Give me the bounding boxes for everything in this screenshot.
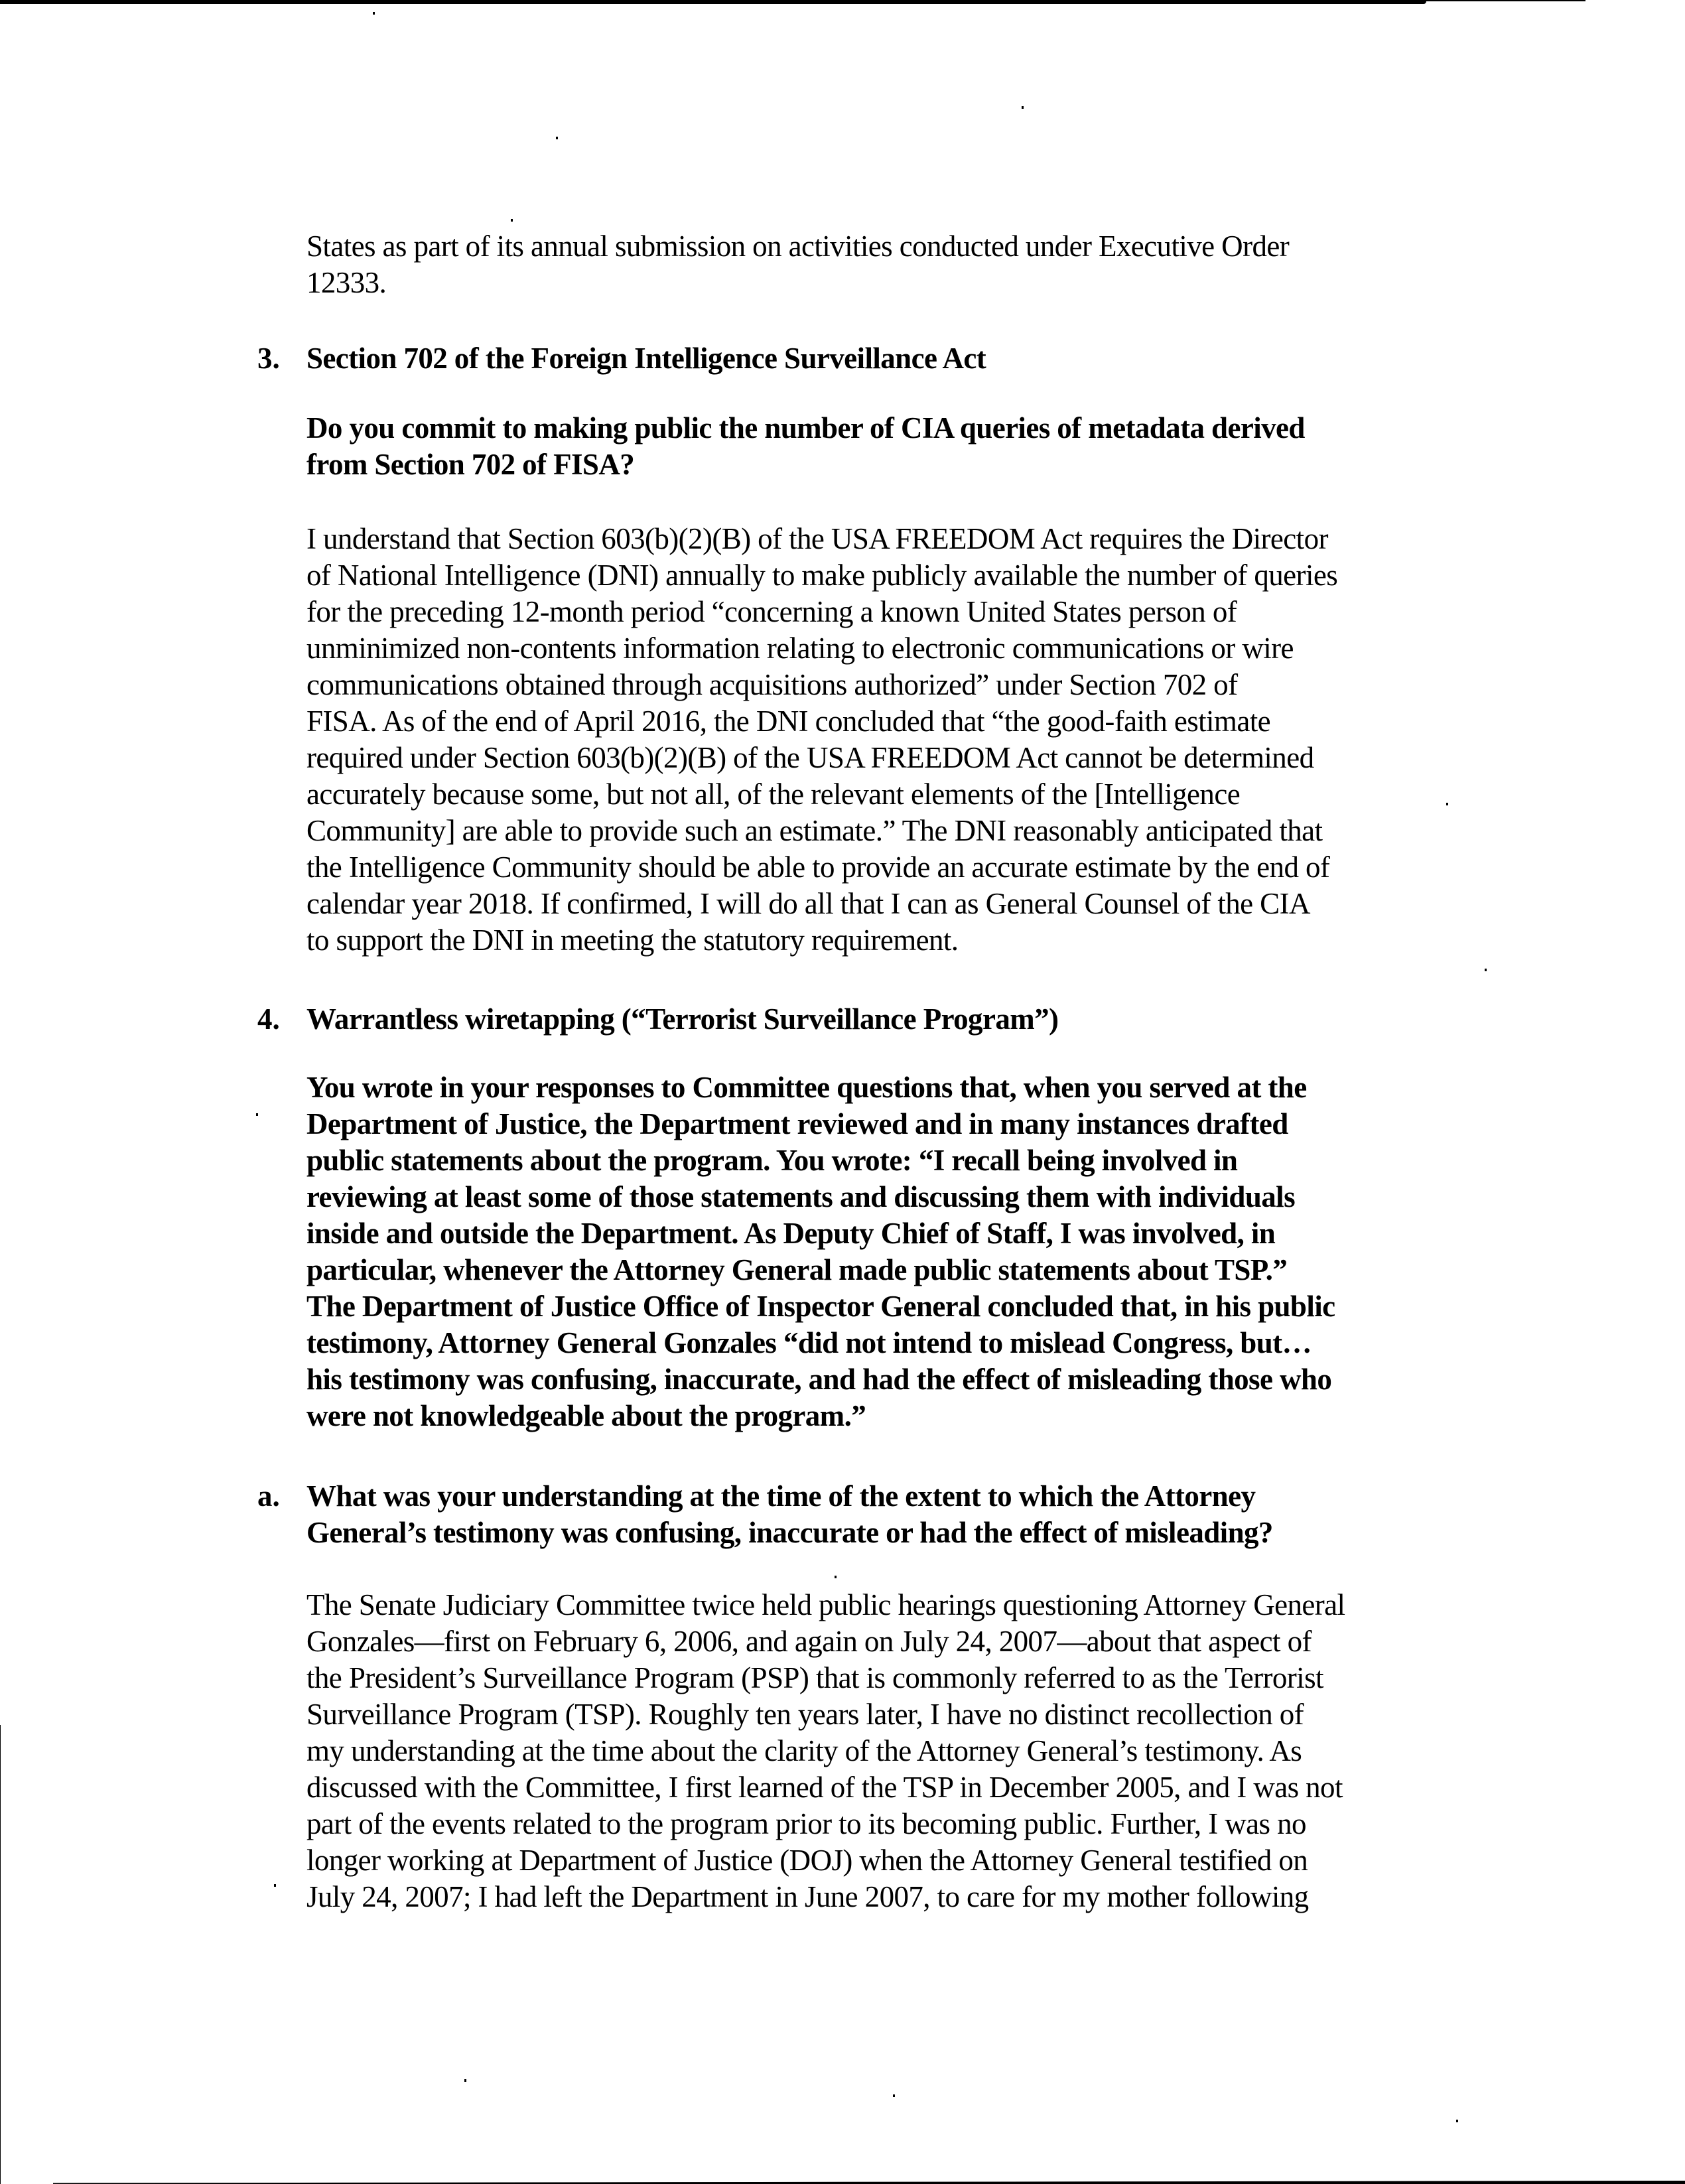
question-line: What was your understanding at the time of the extent to which the Attorney <box>306 1479 1256 1513</box>
question-line: reviewing at least some of those statements and discussing them with individuals <box>306 1180 1295 1213</box>
section-3-number: 3. <box>257 342 280 375</box>
answer-line: Gonzales—first on February 6, 2006, and again on July 24, 2007—about that aspect of <box>306 1625 1312 1658</box>
question-line: public statements about the program. You wrote: “I recall being involved in <box>306 1144 1238 1177</box>
scan-edge-top <box>0 0 1426 4</box>
answer-line: Surveillance Program (TSP). Roughly ten years later, I have no distinct recollection of <box>306 1698 1304 1731</box>
answer-line: of National Intelligence (DNI) annually to make publicly available the number of queries <box>306 559 1338 592</box>
scan-speck <box>511 219 513 222</box>
section-3-answer <box>306 521 1448 959</box>
continuation-paragraph <box>306 228 1448 301</box>
scan-speck <box>1485 969 1487 971</box>
question-line: particular, whenever the Attorney General made public statements about TSP.” <box>306 1253 1288 1286</box>
answer-line: to support the DNI in meeting the statutory requirement. <box>306 923 959 957</box>
section-4-heading <box>306 1001 1448 1038</box>
heading-text: Warrantless wiretapping (“Terrorist Surveillance Program”) <box>306 1002 1059 1036</box>
section-3-question <box>306 410 1448 483</box>
heading-text: Section 702 of the Foreign Intelligence Surveillance Act <box>306 342 986 375</box>
scan-speck <box>1022 106 1024 109</box>
answer-line: part of the events related to the program prior to its becoming public. Further, I was no <box>306 1807 1306 1840</box>
section-4-number: 4. <box>257 1002 280 1036</box>
scan-speck <box>256 1113 258 1116</box>
answer-line: unminimized non-contents information relating to electronic communications or wire <box>306 632 1294 665</box>
scan-speck <box>464 2079 466 2082</box>
answer-line: accurately because some, but not all, of the relevant elements of the [Intelligence <box>306 778 1241 811</box>
answer-line: my understanding at the time about the clarity of the Attorney General’s testimony. As <box>306 1734 1302 1767</box>
scan-edge-left <box>0 1725 1 2184</box>
scan-speck <box>274 1884 276 1887</box>
answer-line: for the preceding 12-month period “concerning a known United States person of <box>306 595 1237 628</box>
answer-line: calendar year 2018. If confirmed, I will do all that I can as General Counsel of the CIA <box>306 887 1310 920</box>
text-line: 12333. <box>306 266 387 299</box>
question-line: General’s testimony was confusing, inaccurate or had the effect of misleading? <box>306 1516 1273 1549</box>
question-line: testimony, Attorney General Gonzales “did not intend to mislead Congress, but… <box>306 1326 1312 1359</box>
subquestion-a-question <box>306 1478 1448 1551</box>
question-line: were not knowledgeable about the program.” <box>306 1399 866 1432</box>
answer-line: longer working at Department of Justice (DOJ) when the Attorney General testified on <box>306 1844 1308 1877</box>
subquestion-a-answer <box>306 1587 1448 1915</box>
answer-line: Community] are able to provide such an estimate.” The DNI reasonably anticipated that <box>306 814 1323 847</box>
scan-speck <box>893 2094 895 2097</box>
scan-speck <box>373 12 375 15</box>
answer-line: I understand that Section 603(b)(2)(B) of the USA FREEDOM Act requires the Director <box>306 522 1328 555</box>
section-3-heading <box>306 340 1448 377</box>
answer-line: communications obtained through acquisitions authorized” under Section 702 of <box>306 668 1238 701</box>
text-line: States as part of its annual submission on activities conducted under Executive Order <box>306 230 1290 263</box>
scan-edge-top-right <box>1426 0 1585 1</box>
question-line: The Department of Justice Office of Inspector General concluded that, in his public <box>306 1290 1335 1323</box>
answer-line: July 24, 2007; I had left the Department in June 2007, to care for my mother following <box>306 1880 1309 1913</box>
question-line: Do you commit to making public the number of CIA queries of metadata derived <box>306 411 1305 444</box>
answer-line: required under Section 603(b)(2)(B) of the USA FREEDOM Act cannot be determined <box>306 741 1314 774</box>
question-line: Department of Justice, the Department reviewed and in many instances drafted <box>306 1107 1288 1140</box>
question-line: from Section 702 of FISA? <box>306 448 635 481</box>
subquestion-a-letter: a. <box>257 1479 280 1513</box>
answer-line: The Senate Judiciary Committee twice held public hearings questioning Attorney General <box>306 1588 1345 1621</box>
scan-speck <box>556 137 558 139</box>
answer-line: the President’s Surveillance Program (PSP) that is commonly referred to as the Terrorist <box>306 1661 1323 1694</box>
answer-line: FISA. As of the end of April 2016, the DNI concluded that “the good-faith estimate <box>306 705 1270 738</box>
question-line: his testimony was confusing, inaccurate, and had the effect of misleading those who <box>306 1363 1332 1396</box>
section-4-question <box>306 1069 1448 1434</box>
scan-edge-bottom <box>53 2181 1685 2184</box>
scan-speck <box>1456 2120 1458 2122</box>
question-line: You wrote in your responses to Committee questions that, when you served at the <box>306 1071 1307 1104</box>
answer-line: the Intelligence Community should be able to provide an accurate estimate by the end of <box>306 851 1330 884</box>
question-line: inside and outside the Department. As Deputy Chief of Staff, I was involved, in <box>306 1217 1276 1250</box>
scan-speck <box>835 1576 837 1578</box>
answer-line: discussed with the Committee, I first learned of the TSP in December 2005, and I was not <box>306 1771 1343 1804</box>
